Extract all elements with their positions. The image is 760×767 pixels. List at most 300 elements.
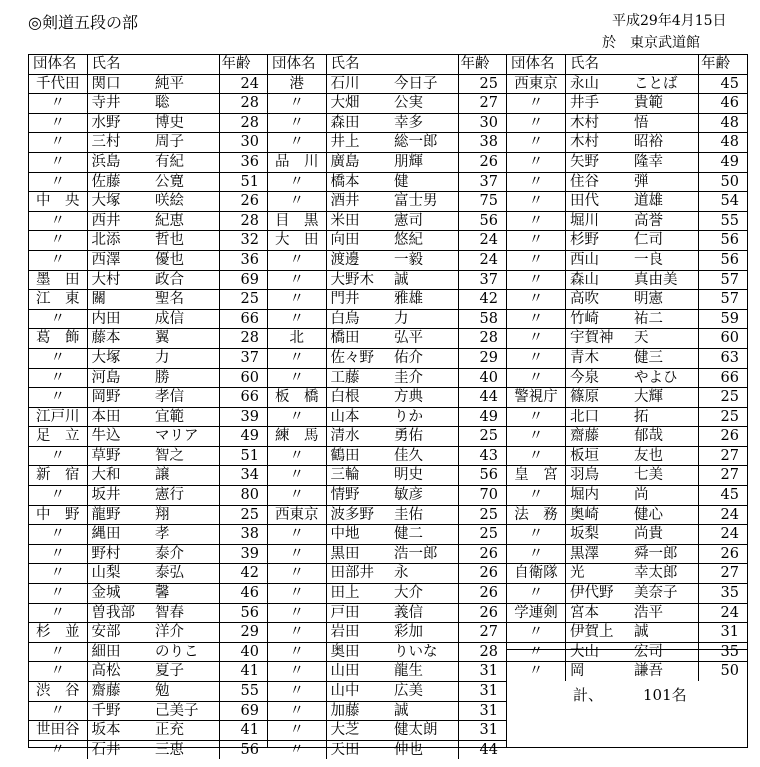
header-age: 年齢	[219, 55, 267, 74]
surname-cell: 曽我部	[87, 603, 153, 623]
given-name-cell: 健	[392, 172, 458, 192]
given-name-cell: 誠	[392, 270, 458, 290]
table-row	[507, 368, 747, 388]
given-name-cell: 成信	[153, 309, 219, 329]
table-row	[268, 94, 506, 114]
surname-cell: 草野	[87, 446, 153, 466]
surname-cell: 石川	[326, 74, 392, 94]
surname-cell: 渡邊	[326, 250, 392, 270]
surname-cell: 内田	[87, 309, 153, 329]
surname-cell: 堀内	[565, 486, 632, 506]
surname-cell: 北口	[565, 407, 632, 427]
age-cell: 42	[219, 564, 267, 584]
age-cell: 49	[699, 152, 747, 172]
surname-cell: 井上	[326, 133, 392, 153]
table-row	[29, 505, 267, 525]
table-row	[507, 192, 747, 212]
table-row	[507, 329, 747, 349]
age-cell: 34	[219, 466, 267, 486]
age-cell: 49	[458, 407, 506, 427]
group-cell: 〃	[268, 701, 326, 721]
given-name-cell: 佳久	[392, 446, 458, 466]
surname-cell: 情野	[326, 486, 392, 506]
surname-cell: 坂梨	[565, 525, 632, 545]
age-cell: 24	[699, 505, 747, 525]
age-cell: 43	[458, 446, 506, 466]
age-cell: 28	[458, 642, 506, 662]
header-group: 団体名	[268, 55, 326, 74]
age-cell: 38	[458, 133, 506, 153]
age-cell: 42	[458, 290, 506, 310]
given-name-cell: 博史	[153, 113, 219, 133]
given-name-cell: 幸多	[392, 113, 458, 133]
group-cell: 〃	[268, 133, 326, 153]
table-row	[507, 113, 747, 133]
group-cell: 〃	[507, 486, 565, 506]
table-row	[268, 427, 506, 447]
table-row	[268, 603, 506, 623]
table-row	[29, 152, 267, 172]
surname-cell: 本田	[87, 407, 153, 427]
surname-cell: 龍野	[87, 505, 153, 525]
given-name-cell: りいな	[392, 642, 458, 662]
surname-cell: 三村	[87, 133, 153, 153]
table-row	[29, 446, 267, 466]
surname-cell: 岡	[569, 663, 585, 680]
total-box	[507, 649, 747, 747]
surname-cell: 堀川	[565, 211, 632, 231]
given-name-cell: 美奈子	[632, 584, 699, 604]
group-cell: 〃	[29, 94, 87, 114]
total-count: 101名	[643, 686, 687, 704]
surname-cell: 今泉	[565, 368, 632, 388]
table-row	[268, 348, 506, 368]
group-cell: 〃	[507, 192, 565, 212]
age-cell: 26	[458, 564, 506, 584]
age-cell: 75	[458, 192, 506, 212]
header-group: 団体名	[507, 55, 565, 74]
group-cell: 〃	[29, 662, 87, 682]
given-name-cell: 雅雄	[392, 290, 458, 310]
age-cell: 26	[458, 603, 506, 623]
group-cell: 〃	[268, 623, 326, 643]
group-cell: 〃	[29, 211, 87, 231]
age-cell: 70	[458, 486, 506, 506]
given-name-cell: 聡	[153, 94, 219, 114]
group-cell: 〃	[507, 133, 565, 153]
surname-cell: 野村	[87, 544, 153, 564]
given-name-cell: 広美	[392, 682, 458, 702]
age-cell: 36	[219, 152, 267, 172]
table-row	[29, 407, 267, 427]
given-name-cell: 朋輝	[392, 152, 458, 172]
age-cell: 25	[458, 74, 506, 94]
given-name-cell: 泰介	[153, 544, 219, 564]
given-name-cell: 哲也	[153, 231, 219, 251]
surname-cell: 大山	[565, 642, 632, 662]
given-name-cell: 正充	[153, 721, 219, 741]
group-cell: 目 黒	[268, 211, 326, 231]
surname-cell: 酒井	[326, 192, 392, 212]
age-cell: 37	[458, 270, 506, 290]
age-cell: 48	[699, 133, 747, 153]
surname-cell: 天田	[330, 741, 360, 758]
surname-cell: 大和	[87, 466, 153, 486]
table-row	[29, 740, 267, 759]
surname-cell: 橋本	[326, 172, 392, 192]
age-cell: 55	[699, 211, 747, 231]
table-row	[507, 309, 747, 329]
given-name-cell: りか	[392, 407, 458, 427]
group-cell: 〃	[268, 642, 326, 662]
surname-cell: 山中	[326, 682, 392, 702]
group-cell: 〃	[268, 603, 326, 623]
surname-cell: 廣島	[326, 152, 392, 172]
table-row	[268, 211, 506, 231]
given-name-cell: 公実	[392, 94, 458, 114]
surname-cell: 井手	[565, 94, 632, 114]
age-cell: 29	[219, 623, 267, 643]
event-date: 平成29年4月15日	[612, 13, 727, 29]
group-cell: 〃	[268, 486, 326, 506]
group-cell: 〃	[507, 642, 565, 662]
surname-cell: 宇賀神	[565, 329, 632, 349]
table-row	[507, 446, 747, 466]
group-cell: 〃	[268, 682, 326, 702]
given-name-cell: 佑介	[392, 348, 458, 368]
surname-cell: 三輪	[326, 466, 392, 486]
given-name-cell: 弘平	[392, 329, 458, 349]
table-row	[29, 270, 267, 290]
table-row	[268, 172, 506, 192]
age-cell: 66	[219, 309, 267, 329]
surname-cell: 山本	[326, 407, 392, 427]
group-cell: 〃	[507, 544, 565, 564]
group-cell: 〃	[507, 407, 565, 427]
group-cell: 〃	[507, 211, 565, 231]
surname-cell: 齋藤	[565, 427, 632, 447]
group-cell: 品 川	[268, 152, 326, 172]
age-cell: 24	[458, 231, 506, 251]
given-name-cell: 真由美	[632, 270, 699, 290]
group-cell: 〃	[507, 152, 565, 172]
roster-table	[29, 55, 267, 759]
group-cell: 〃	[507, 446, 565, 466]
table-row	[268, 662, 506, 682]
surname-cell: 金城	[87, 584, 153, 604]
given-name-cell: 周子	[153, 133, 219, 153]
group-cell: 〃	[29, 446, 87, 466]
surname-cell: 水野	[87, 113, 153, 133]
given-name-cell: 純平	[153, 74, 219, 94]
group-cell: 〃	[29, 486, 87, 506]
group-cell: 〃	[268, 525, 326, 545]
age-cell: 45	[699, 486, 747, 506]
group-cell: 葛 飾	[29, 329, 87, 349]
table-row	[29, 682, 267, 702]
age-cell: 24	[219, 74, 267, 94]
table-row	[268, 642, 506, 662]
group-cell: 千代田	[29, 74, 87, 94]
age-cell: 46	[699, 94, 747, 114]
given-name-cell: 彩加	[392, 623, 458, 643]
table-row	[507, 564, 747, 584]
table-row	[268, 407, 506, 427]
age-cell: 56	[699, 250, 747, 270]
age-cell: 56	[458, 211, 506, 231]
roster-table	[268, 55, 506, 759]
surname-cell: 岡野	[87, 388, 153, 408]
given-name-cell: 咲絵	[153, 192, 219, 212]
table-row	[268, 231, 506, 251]
surname-cell: 縄田	[87, 525, 153, 545]
given-name-cell: 永	[392, 564, 458, 584]
surname-cell: 杉野	[565, 231, 632, 251]
given-name-cell: 孝信	[153, 388, 219, 408]
table-row	[268, 682, 506, 702]
table-row	[29, 290, 267, 310]
surname-cell: 大塚	[87, 192, 153, 212]
table-row	[268, 152, 506, 172]
group-cell: 板 橋	[268, 388, 326, 408]
age-cell: 31	[458, 682, 506, 702]
surname-cell: 伊賀上	[565, 623, 632, 643]
age-cell: 35	[699, 584, 747, 604]
header-name: 氏名	[565, 55, 698, 74]
age-cell: 31	[458, 662, 506, 682]
table-row	[29, 603, 267, 623]
group-cell: 〃	[29, 525, 87, 545]
group-cell: 〃	[268, 564, 326, 584]
age-cell: 54	[699, 192, 747, 212]
age-cell: 28	[219, 94, 267, 114]
given-name-cell: 貴範	[632, 94, 699, 114]
group-cell: 中 央	[29, 192, 87, 212]
group-cell: 〃	[268, 721, 326, 741]
given-name-cell: 政合	[153, 270, 219, 290]
surname-cell: 羽鳥	[565, 466, 632, 486]
given-name-cell: 仁司	[632, 231, 699, 251]
group-cell: 〃	[29, 388, 87, 408]
age-cell: 26	[458, 584, 506, 604]
group-cell: 〃	[268, 466, 326, 486]
given-name-cell: 力	[392, 309, 458, 329]
age-cell: 26	[699, 427, 747, 447]
results-tables	[28, 54, 748, 758]
group-cell: 〃	[268, 544, 326, 564]
surname-cell: 大畑	[326, 94, 392, 114]
age-cell: 31	[458, 721, 506, 741]
group-cell: 北	[268, 329, 326, 349]
surname-cell: 西井	[87, 211, 153, 231]
given-name-cell: 勉	[153, 682, 219, 702]
roster-table	[507, 55, 747, 681]
table-row	[29, 309, 267, 329]
surname-cell: 加藤	[326, 701, 392, 721]
age-cell: 60	[699, 329, 747, 349]
table-row	[268, 701, 506, 721]
surname-cell: 石井	[91, 741, 121, 758]
given-name-cell: 今日子	[392, 74, 458, 94]
table-row	[507, 74, 747, 94]
age-cell: 69	[219, 270, 267, 290]
table-row	[29, 721, 267, 741]
age-cell: 28	[219, 329, 267, 349]
surname-cell: 齋藤	[87, 682, 153, 702]
given-name-cell: 総一郎	[392, 133, 458, 153]
table-row	[268, 329, 506, 349]
table-row	[507, 584, 747, 604]
group-cell: 練 馬	[268, 427, 326, 447]
table-row	[29, 701, 267, 721]
given-name-cell: 譲	[153, 466, 219, 486]
surname-cell: 細田	[87, 642, 153, 662]
age-cell: 63	[699, 348, 747, 368]
given-name-cell: 龍生	[392, 662, 458, 682]
age-cell: 27	[699, 446, 747, 466]
table-row	[29, 94, 267, 114]
group-cell: 〃	[29, 133, 87, 153]
surname-cell: 森山	[565, 270, 632, 290]
age-cell: 48	[699, 113, 747, 133]
age-cell: 39	[219, 544, 267, 564]
table-row	[29, 466, 267, 486]
group-cell: 〃	[29, 368, 87, 388]
table-row	[507, 486, 747, 506]
group-cell: 〃	[268, 407, 326, 427]
given-name-cell: 翼	[153, 329, 219, 349]
group-cell: 〃	[507, 368, 565, 388]
table-row	[507, 172, 747, 192]
age-cell: 51	[219, 446, 267, 466]
group-cell: 〃	[29, 231, 87, 251]
table-row	[268, 290, 506, 310]
surname-cell: 高松	[87, 662, 153, 682]
table-row	[507, 623, 747, 643]
age-cell: 69	[219, 701, 267, 721]
surname-cell: 浜島	[87, 152, 153, 172]
group-cell: 〃	[268, 584, 326, 604]
given-name-cell: 悠紀	[392, 231, 458, 251]
age-cell: 29	[458, 348, 506, 368]
table-row	[29, 192, 267, 212]
given-name-cell: のりこ	[153, 642, 219, 662]
given-name-cell: 泰弘	[153, 564, 219, 584]
age-cell: 41	[219, 662, 267, 682]
table-row	[29, 231, 267, 251]
given-name-cell: 昭裕	[632, 133, 699, 153]
surname-cell: 白根	[326, 388, 392, 408]
table-row	[29, 525, 267, 545]
given-name-cell: 憲行	[153, 486, 219, 506]
given-name-cell: 尚	[632, 486, 699, 506]
surname-cell: 高吹	[565, 290, 632, 310]
surname-cell: 奥崎	[565, 505, 632, 525]
age-cell: 25	[699, 407, 747, 427]
group-cell: 〃	[29, 152, 87, 172]
surname-cell: 西澤	[87, 250, 153, 270]
surname-cell: 坂井	[87, 486, 153, 506]
surname-cell: 河島	[87, 368, 153, 388]
age-cell: 26	[458, 544, 506, 564]
age-cell: 38	[219, 525, 267, 545]
surname-cell: 田上	[326, 584, 392, 604]
age-cell: 28	[458, 329, 506, 349]
group-cell: 〃	[507, 270, 565, 290]
age-cell: 40	[458, 368, 506, 388]
surname-cell: 白鳥	[326, 309, 392, 329]
given-name-cell: やよひ	[632, 368, 699, 388]
table-row	[507, 407, 747, 427]
group-cell: 西東京	[268, 505, 326, 525]
age-cell: 50	[699, 172, 747, 192]
surname-cell: 山梨	[87, 564, 153, 584]
age-cell: 25	[219, 505, 267, 525]
given-name-cell: 誠	[392, 701, 458, 721]
group-cell: 〃	[29, 564, 87, 584]
surname-cell: 田部井	[326, 564, 392, 584]
surname-cell: 光	[565, 564, 632, 584]
surname-cell: 黒田	[326, 544, 392, 564]
surname-cell: 木村	[565, 113, 632, 133]
given-name-cell: 大介	[392, 584, 458, 604]
surname-cell: 田代	[565, 192, 632, 212]
surname-cell: 門井	[326, 290, 392, 310]
age-cell: 25	[699, 388, 747, 408]
group-cell: 〃	[507, 348, 565, 368]
group-cell: 杉 並	[29, 623, 87, 643]
given-name-cell: 大輝	[632, 388, 699, 408]
surname-cell: 伊代野	[565, 584, 632, 604]
age-cell: 56	[699, 231, 747, 251]
given-name-cell: 敏彦	[392, 486, 458, 506]
surname-cell: 戸田	[326, 603, 392, 623]
given-name-cell: 圭佑	[392, 505, 458, 525]
given-name-cell: 健心	[632, 505, 699, 525]
table-column-2	[268, 55, 507, 758]
surname-cell: 西山	[565, 250, 632, 270]
given-name-cell: ことば	[632, 74, 699, 94]
age-cell: 40	[219, 642, 267, 662]
group-cell: 〃	[507, 623, 565, 643]
age-cell: 24	[458, 250, 506, 270]
group-cell: 渋 谷	[29, 682, 87, 702]
given-name-cell: 謙吾	[634, 663, 664, 680]
group-cell: 〃	[268, 270, 326, 290]
group-cell: 〃	[507, 94, 565, 114]
age-cell: 37	[458, 172, 506, 192]
given-name-cell: 聖名	[153, 290, 219, 310]
group-cell: 〃	[29, 642, 87, 662]
header-name: 氏名	[326, 55, 458, 74]
surname-cell: 工藤	[326, 368, 392, 388]
given-name-cell: 一良	[632, 250, 699, 270]
given-name-cell: 舜一郎	[632, 544, 699, 564]
table-row	[29, 662, 267, 682]
table-row	[507, 290, 747, 310]
table-row	[507, 152, 747, 172]
surname-cell: 板垣	[565, 446, 632, 466]
given-name-cell: 智之	[153, 446, 219, 466]
table-row	[507, 270, 747, 290]
table-row	[29, 250, 267, 270]
given-name-cell: 憲司	[392, 211, 458, 231]
table-row	[268, 270, 506, 290]
group-cell: 〃	[268, 113, 326, 133]
given-name-cell: 浩平	[632, 603, 699, 623]
group-cell: 〃	[507, 250, 565, 270]
group-cell: 〃	[268, 740, 326, 759]
